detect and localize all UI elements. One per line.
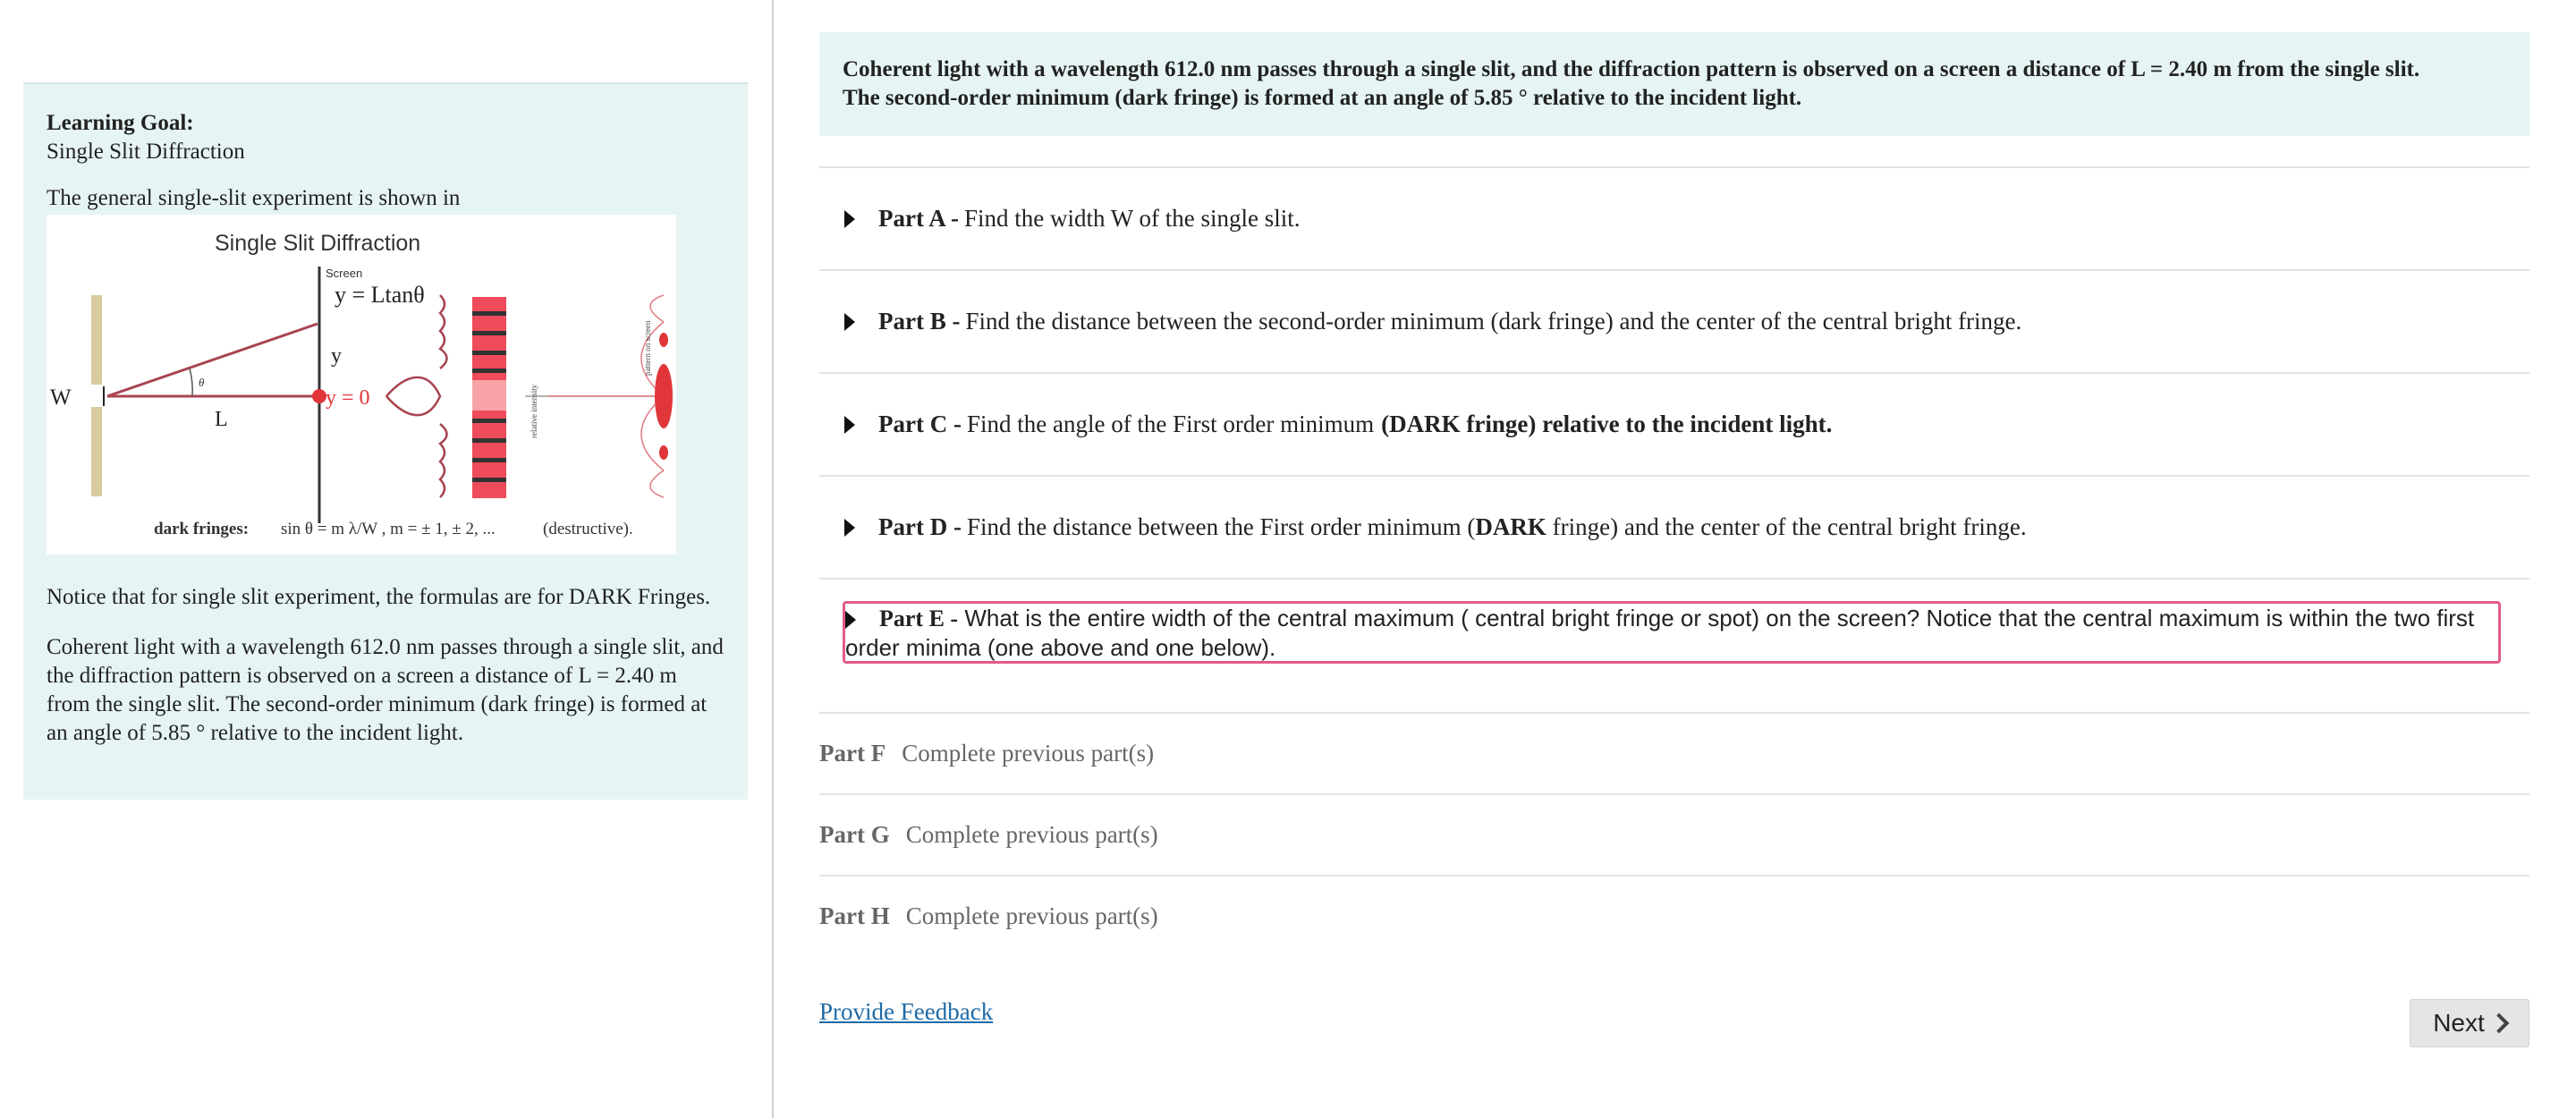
single-slit-figure — [47, 215, 676, 555]
part-d-label: Part D - — [878, 513, 962, 540]
part-g-label: Part G — [819, 821, 890, 848]
part-b-text: Find the distance between the second-order minimum (dark fringe) and the center of the central bright fringe. — [965, 308, 2022, 335]
part-h — [819, 877, 2529, 956]
dark-fringes-formula: sin θ = m λ/W , m = ± 1, ± 2, ... — [281, 520, 496, 538]
part-e-text: What is the entire width of the central maximum ( central bright fringe or spot) on the screen? Notice that the central maximum is within the two first order minima (one above and one below). — [845, 605, 2475, 661]
expand-triangle-icon[interactable] — [844, 519, 855, 537]
part-d-text-a: Find the distance between the First order minimum ( — [966, 513, 1476, 540]
part-d-text-b: fringe) and the center of the central bright fringe. — [1546, 513, 2027, 540]
part-b[interactable] — [819, 271, 2529, 372]
pattern-label: pattern on screen — [643, 320, 652, 376]
panel-divider — [772, 0, 774, 1118]
part-c[interactable] — [819, 374, 2529, 475]
part-a-label: Part A - — [878, 205, 959, 232]
part-d-bold: DARK — [1475, 513, 1546, 540]
part-f-status: Complete previous part(s) — [902, 740, 1155, 767]
destructive-label: (destructive). — [543, 520, 633, 538]
expand-triangle-icon[interactable] — [845, 611, 856, 629]
provide-feedback-link[interactable]: Provide Feedback — [819, 998, 994, 1025]
question-panel — [819, 32, 2529, 956]
learning-goal-panel — [23, 82, 748, 800]
part-c-bold-tail: (DARK fringe) relative to the incident light. — [1381, 411, 1833, 437]
w-label: W — [50, 385, 72, 410]
problem-line-2: The second-order minimum (dark fringe) is formed at an angle of 5.85 ° relative to the incident light. — [843, 86, 1802, 110]
l-label: L — [215, 408, 228, 431]
part-g — [819, 795, 2529, 875]
part-h-label: Part H — [819, 902, 890, 929]
chevron-right-icon — [2488, 1013, 2509, 1034]
barrier-top — [91, 295, 102, 385]
next-button[interactable] — [2410, 999, 2529, 1047]
problem-line-1: Coherent light with a wavelength 612.0 nm passes through a single slit, and the diffraction pattern is observed on a screen a distance of L = 2.40 m from the single slit. — [843, 57, 2420, 81]
part-e-row — [819, 580, 2529, 712]
eq-top: y = Ltanθ — [335, 282, 425, 308]
expand-triangle-icon[interactable] — [844, 313, 855, 331]
y0-label: y = 0 — [326, 386, 370, 410]
dark-fringes-label: dark fringes: — [154, 520, 250, 538]
y0-dot — [312, 389, 326, 403]
intro-text: The general single-slit experiment is shown in — [47, 186, 461, 210]
part-e[interactable] — [843, 601, 2501, 664]
y-label: y — [331, 344, 342, 368]
learning-goal-value: Single Slit Diffraction — [47, 140, 245, 164]
part-f — [819, 714, 2529, 793]
notice-text: Notice that for single slit experiment, the formulas are for DARK Fringes. — [47, 585, 711, 609]
fringe-pattern — [472, 297, 506, 498]
part-f-label: Part F — [819, 740, 886, 767]
part-c-label: Part C - — [878, 411, 962, 437]
part-e-label: Part E - — [879, 606, 959, 631]
left-problem-text: Coherent light with a wavelength 612.0 nm passes through a single slit, and the diffraction pattern is observed on a screen a distance of L = 2.40 m from the single slit. The second-order minimum (dark fringe) is formed at an angle of 5.85 ° relative to the incident light. — [47, 635, 724, 745]
part-d[interactable] — [819, 477, 2529, 578]
barrier-bottom — [91, 407, 102, 496]
expand-triangle-icon[interactable] — [844, 416, 855, 434]
spot-upper — [659, 333, 668, 347]
problem-statement — [819, 32, 2529, 136]
theta-label: θ — [199, 376, 205, 389]
intensity-curve — [386, 295, 447, 497]
angled-ray — [107, 324, 318, 396]
part-c-text: Find the angle of the First order minimum — [966, 411, 1375, 437]
diffraction-diagram — [47, 215, 676, 555]
part-g-status: Complete previous part(s) — [905, 821, 1158, 848]
expand-triangle-icon[interactable] — [844, 210, 855, 228]
part-a[interactable] — [819, 168, 2529, 269]
figure-title: Single Slit Diffraction — [215, 231, 421, 256]
theta-arc — [190, 368, 192, 396]
part-h-status: Complete previous part(s) — [905, 902, 1158, 929]
spot-lower — [659, 445, 668, 460]
next-button-label: Next — [2433, 1009, 2485, 1037]
learning-goal-label: Learning Goal: — [47, 111, 194, 135]
relative-intensity-label: relative intensity — [530, 384, 538, 438]
part-b-label: Part B - — [878, 308, 961, 335]
screen-label: Screen — [326, 267, 363, 280]
central-spot — [655, 364, 673, 428]
part-a-text: Find the width W of the single slit. — [963, 205, 1301, 232]
